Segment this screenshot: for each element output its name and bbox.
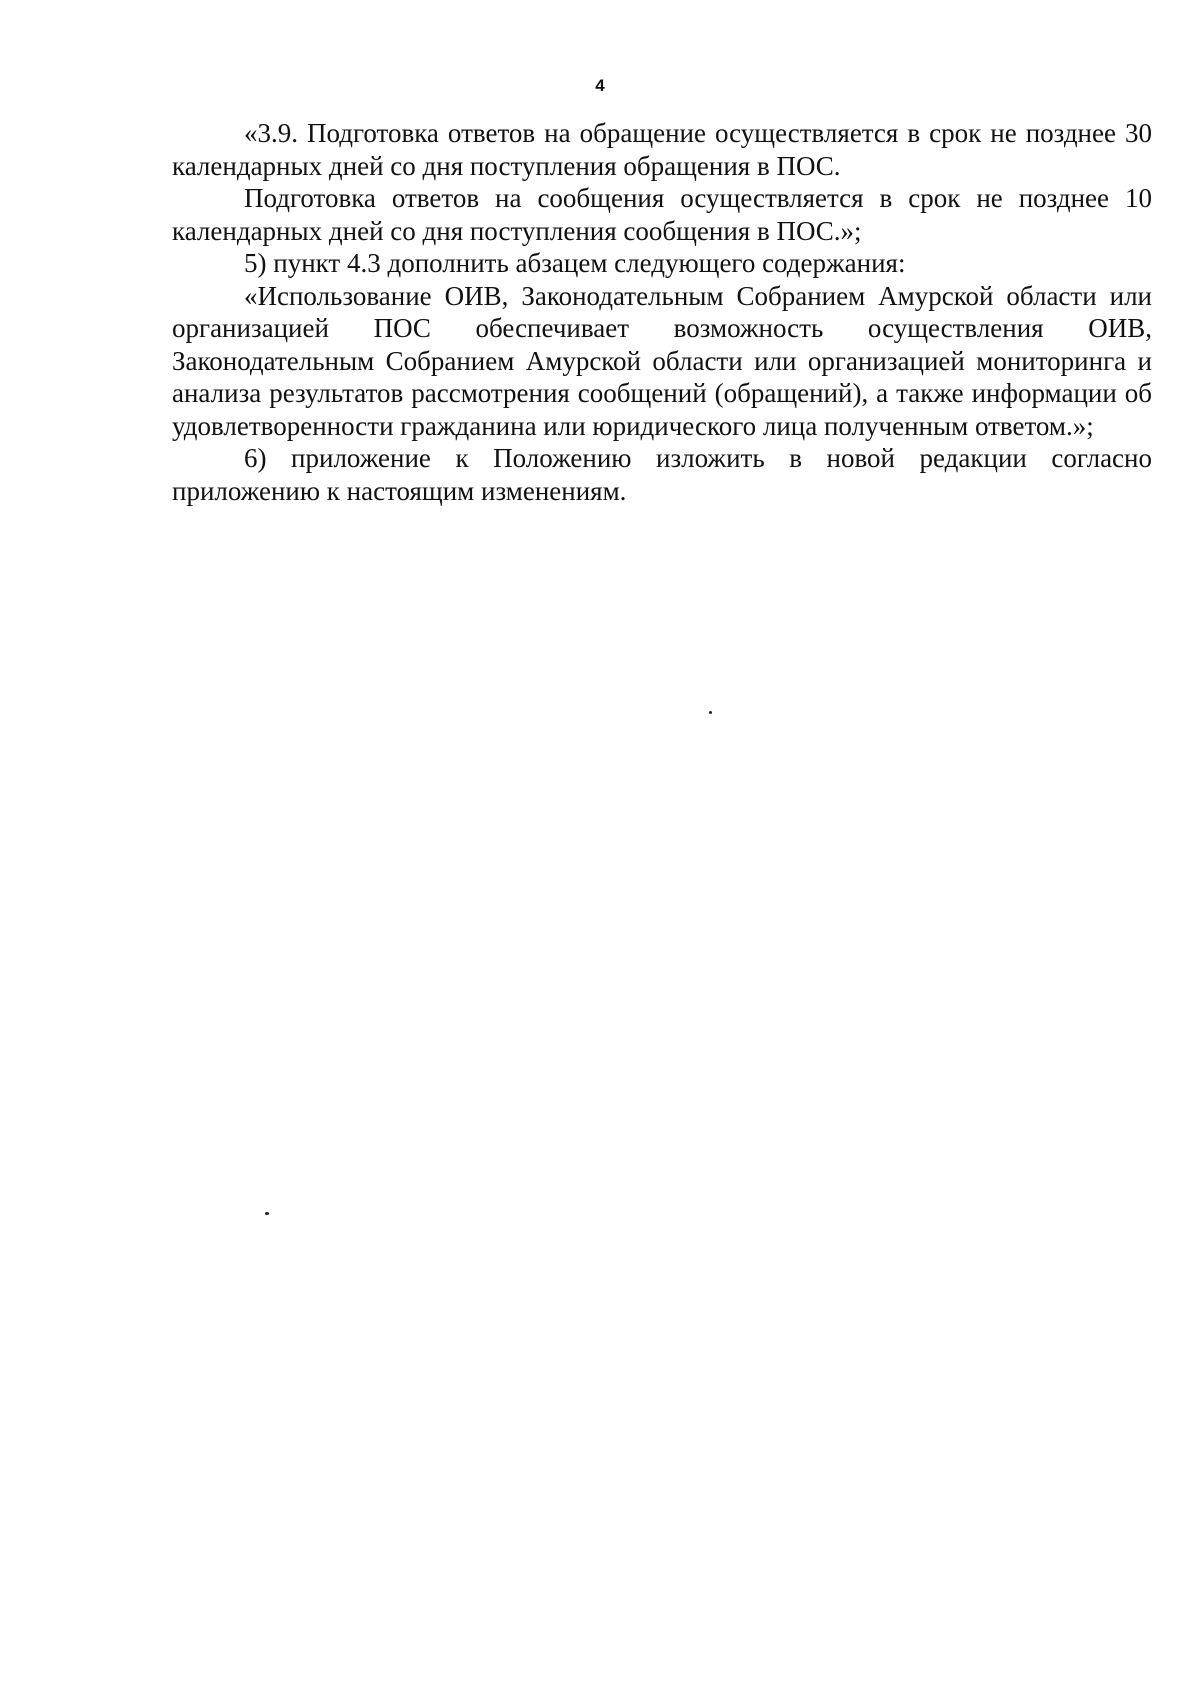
paragraph-monitoring: «Использование ОИВ, Законодательным Собранием Амурской области или организацией ПОС обеспечивает возможность осуществления ОИВ, Законодательным Собранием Амурской области или организацией мониторинга и анализа результатов рассмотрения сообщений (обращений), а также информации об удовлетворенности гражданина или юридического лица полученным ответом.»; [172,280,1152,441]
scan-speck [709,711,712,714]
paragraph-item-6: 6) приложение к Положению изложить в новой редакции согласно приложению к настоящим изменениям. [172,443,1152,506]
scan-speck [265,1212,269,1215]
paragraph-3-9: «3.9. Подготовка ответов на обращение осуществляется в срок не позднее 30 календарных дней со дня поступления обращения в ПОС. [172,118,1152,181]
page-number: 4 [595,76,605,95]
document-body [172,117,1152,507]
paragraph-item-5: 5) пункт 4.3 дополнить абзацем следующего содержания: [244,248,906,278]
paragraph-messages-deadline: Подготовка ответов на сообщения осуществляется в срок не позднее 10 календарных дней со дня поступления сообщения в ПОС.»; [172,183,1152,246]
